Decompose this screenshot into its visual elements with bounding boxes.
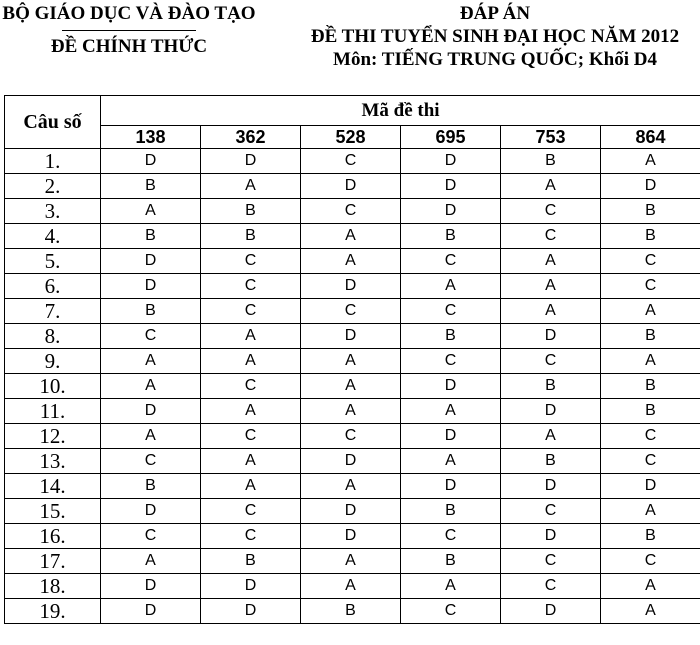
table-header-row <box>5 96 700 126</box>
table-row <box>5 299 700 324</box>
answer-cell: D <box>101 274 201 299</box>
answer-cell: B <box>601 399 700 424</box>
answer-cell: C <box>601 274 700 299</box>
answer-cell: C <box>301 199 401 224</box>
answer-cell: A <box>601 499 700 524</box>
table-row <box>5 349 700 374</box>
answer-cell: B <box>401 324 501 349</box>
answer-cell: C <box>501 349 601 374</box>
answer-cell: C <box>501 499 601 524</box>
exam-codes-row <box>5 126 700 149</box>
answer-cell: A <box>601 299 700 324</box>
answer-cell: D <box>501 524 601 549</box>
exam-subtitle: ĐỀ THI TUYỂN SINH ĐẠI HỌC NĂM 2012 <box>310 26 680 47</box>
answer-cell: C <box>201 424 301 449</box>
answer-cell: D <box>401 474 501 499</box>
question-number: 13. <box>5 449 101 474</box>
answer-cell: D <box>501 399 601 424</box>
answer-cell: A <box>501 274 601 299</box>
answer-cell: C <box>301 149 401 174</box>
table-row <box>5 599 700 624</box>
question-number: 19. <box>5 599 101 624</box>
answer-cell: C <box>501 574 601 599</box>
question-number: 1. <box>5 149 101 174</box>
question-number: 11. <box>5 399 101 424</box>
answer-cell: D <box>401 149 501 174</box>
answer-cell: C <box>601 549 700 574</box>
answer-cell: B <box>301 599 401 624</box>
answer-cell: D <box>101 149 201 174</box>
answer-cell: B <box>201 199 301 224</box>
answer-cell: A <box>201 324 301 349</box>
answer-cell: D <box>401 174 501 199</box>
answer-cell: A <box>401 449 501 474</box>
answer-cell: A <box>501 174 601 199</box>
table-row <box>5 249 700 274</box>
answer-cell: D <box>601 474 700 499</box>
answer-cell: A <box>301 349 401 374</box>
answer-cell: C <box>401 349 501 374</box>
answer-cell: C <box>501 224 601 249</box>
answer-cell: B <box>501 149 601 174</box>
answer-cell: D <box>201 574 301 599</box>
answer-cell: D <box>401 424 501 449</box>
question-number: 16. <box>5 524 101 549</box>
answer-cell: B <box>401 549 501 574</box>
answer-cell: D <box>501 599 601 624</box>
table-row <box>5 399 700 424</box>
answer-cell: D <box>301 499 401 524</box>
table-row <box>5 324 700 349</box>
answer-cell: B <box>601 524 700 549</box>
answer-cell: C <box>601 249 700 274</box>
answer-cell: A <box>101 374 201 399</box>
exam-code-group-header: Mã đề thi <box>101 96 700 126</box>
answer-cell: C <box>201 249 301 274</box>
answer-cell: D <box>101 574 201 599</box>
document-header <box>290 2 700 71</box>
exam-code-header: 864 <box>601 126 700 149</box>
answer-cell: B <box>501 374 601 399</box>
table-row <box>5 549 700 574</box>
answer-cell: C <box>401 599 501 624</box>
answer-cell: C <box>601 424 700 449</box>
question-number: 14. <box>5 474 101 499</box>
answer-cell: A <box>301 399 401 424</box>
answer-cell: B <box>601 199 700 224</box>
answer-cell: D <box>301 524 401 549</box>
answer-cell: C <box>501 549 601 574</box>
answer-cell: C <box>101 524 201 549</box>
answer-cell: A <box>601 349 700 374</box>
table-row <box>5 149 700 174</box>
answer-cell: A <box>201 174 301 199</box>
answer-cell: C <box>401 249 501 274</box>
answer-cell: D <box>101 249 201 274</box>
exam-code-header: 528 <box>301 126 401 149</box>
answer-cell: B <box>101 299 201 324</box>
answer-cell: A <box>401 574 501 599</box>
answer-cell: D <box>401 199 501 224</box>
question-number: 9. <box>5 349 101 374</box>
answer-cell: D <box>301 449 401 474</box>
answer-cell: A <box>301 374 401 399</box>
answer-cell: D <box>101 399 201 424</box>
answer-cell: A <box>301 474 401 499</box>
answer-cell: C <box>201 299 301 324</box>
document-title: ĐÁP ÁN <box>459 3 531 24</box>
ministry-name: BỘ GIÁO DỤC VÀ ĐÀO TẠO <box>2 3 256 24</box>
table-row <box>5 224 700 249</box>
question-number: 17. <box>5 549 101 574</box>
question-number: 15. <box>5 499 101 524</box>
answer-cell: B <box>101 474 201 499</box>
question-number: 6. <box>5 274 101 299</box>
answer-cell: D <box>301 174 401 199</box>
answer-cell: C <box>401 524 501 549</box>
question-number: 5. <box>5 249 101 274</box>
answer-cell: C <box>401 299 501 324</box>
answer-cell: C <box>101 324 201 349</box>
answer-cell: D <box>601 174 700 199</box>
answer-cell: C <box>201 499 301 524</box>
question-number: 7. <box>5 299 101 324</box>
answer-cell: D <box>501 324 601 349</box>
answer-cell: A <box>301 249 401 274</box>
answer-cell: C <box>201 274 301 299</box>
answer-cell: A <box>401 274 501 299</box>
answer-cell: D <box>101 599 201 624</box>
answer-cell: A <box>101 199 201 224</box>
table-row <box>5 474 700 499</box>
answer-cell: B <box>201 224 301 249</box>
table-row <box>5 174 700 199</box>
answer-cell: C <box>301 424 401 449</box>
exam-subject: Môn: TIẾNG TRUNG QUỐC; Khối D4 <box>333 49 657 70</box>
answer-cell: A <box>501 249 601 274</box>
table-row <box>5 374 700 399</box>
question-number: 2. <box>5 174 101 199</box>
answer-cell: C <box>601 449 700 474</box>
table-row <box>5 424 700 449</box>
answer-cell: B <box>601 374 700 399</box>
answer-cell: B <box>501 449 601 474</box>
answer-cell: A <box>601 574 700 599</box>
table-row <box>5 449 700 474</box>
answer-cell: A <box>201 399 301 424</box>
exam-code-header: 362 <box>201 126 301 149</box>
answer-cell: A <box>301 574 401 599</box>
answer-key-table <box>4 95 700 624</box>
answer-cell: A <box>601 599 700 624</box>
answer-cell: D <box>301 324 401 349</box>
question-number: 10. <box>5 374 101 399</box>
answer-cell: C <box>301 299 401 324</box>
answer-cell: B <box>101 174 201 199</box>
answer-cell: B <box>401 499 501 524</box>
question-number: 8. <box>5 324 101 349</box>
table-row <box>5 499 700 524</box>
table-row <box>5 274 700 299</box>
question-number: 12. <box>5 424 101 449</box>
answer-cell: B <box>601 224 700 249</box>
header-divider <box>62 30 196 31</box>
answer-cell: D <box>501 474 601 499</box>
ministry-header <box>0 2 258 59</box>
answer-rows <box>5 149 700 624</box>
answer-cell: A <box>501 424 601 449</box>
answer-cell: A <box>301 549 401 574</box>
answer-cell: D <box>301 274 401 299</box>
table-row <box>5 524 700 549</box>
answer-cell: D <box>201 599 301 624</box>
answer-cell: D <box>101 499 201 524</box>
answer-cell: A <box>101 549 201 574</box>
question-number: 4. <box>5 224 101 249</box>
exam-code-header: 138 <box>101 126 201 149</box>
answer-cell: C <box>201 524 301 549</box>
question-number: 3. <box>5 199 101 224</box>
answer-cell: C <box>101 449 201 474</box>
answer-cell: A <box>201 474 301 499</box>
official-status: ĐỀ CHÍNH THỨC <box>50 36 208 57</box>
answer-cell: A <box>101 349 201 374</box>
exam-code-header: 753 <box>501 126 601 149</box>
answer-cell: D <box>401 374 501 399</box>
question-number: 18. <box>5 574 101 599</box>
answer-cell: A <box>101 424 201 449</box>
answer-cell: A <box>601 149 700 174</box>
question-number-header: Câu số <box>5 96 101 149</box>
answer-cell: B <box>101 224 201 249</box>
answer-cell: B <box>601 324 700 349</box>
answer-cell: A <box>401 399 501 424</box>
table-row <box>5 574 700 599</box>
answer-cell: A <box>201 349 301 374</box>
answer-cell: A <box>501 299 601 324</box>
answer-cell: A <box>301 224 401 249</box>
answer-cell: B <box>201 549 301 574</box>
answer-cell: D <box>201 149 301 174</box>
answer-cell: A <box>201 449 301 474</box>
table-row <box>5 199 700 224</box>
exam-code-header: 695 <box>401 126 501 149</box>
answer-cell: C <box>201 374 301 399</box>
answer-cell: C <box>501 199 601 224</box>
answer-cell: B <box>401 224 501 249</box>
